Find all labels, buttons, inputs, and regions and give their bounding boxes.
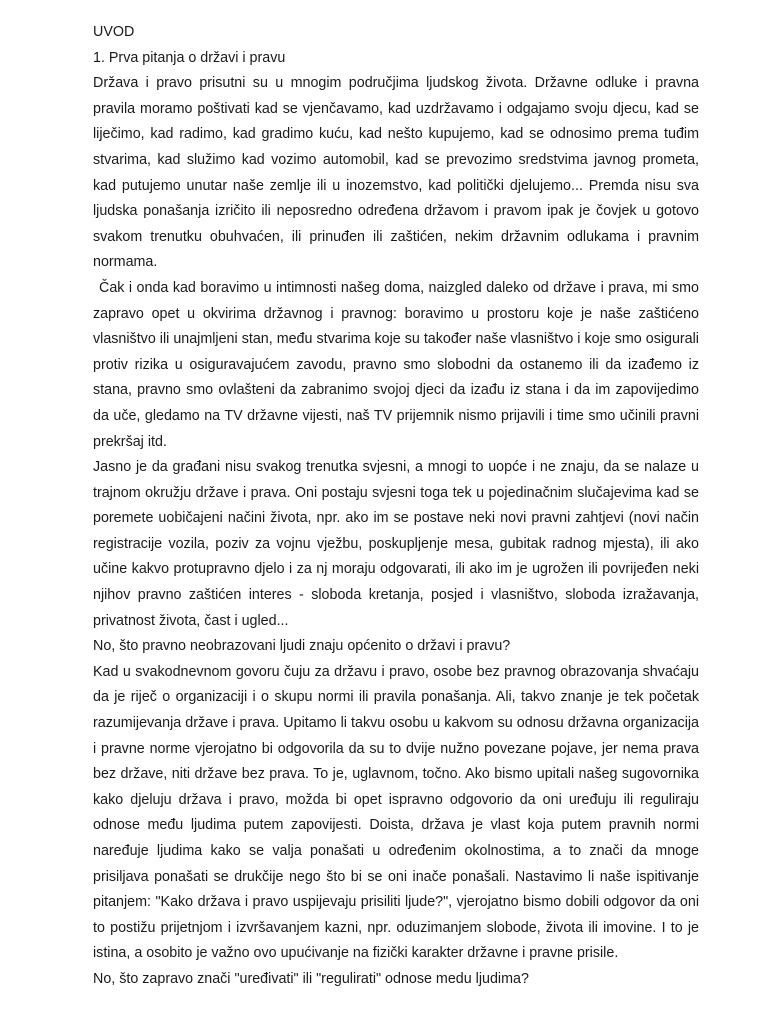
paragraph-1: Država i pravo prisutni su u mnogim područjima ljudskog života. Državne odluke i pravna pravila moramo poštivati kad se vjenčavamo, kad uzdržavamo i odgajamo svoju djecu, kad se liječimo, kad radimo, kad gradimo kuću, kad nešto kupujemo, kad se odnosimo prema tuđim stvarima, kad služimo kad vozimo automobil, kad se prevozimo sredstvima javnog prometa, kad putujemo unutar naše zemlje ili u inozemstvo, kad politički djelujemo... Premda nisu sva ljudska ponašanja izričito ili neposredno određena državom i pravom ipak je čovjek u gotovo svakom trenutku obuhvaćen, ili prinuđen ili zaštićen, nekim državnim odlukama i pravnim normama. <box>93 75 699 271</box>
question-line-1: No, što pravno neobrazovani ljudi znaju općenito o državi i pravu? <box>93 638 511 655</box>
question-line-2: No, što zapravo znači "uređivati" ili "regulirati" odnose medu ljudima? <box>93 970 529 987</box>
paragraph-2: Čak i onda kad boravimo u intimnosti našeg doma, naizgled daleko od države i prava, mi smo zapravo opet u okvirima državnog i pravnog: boravimo u prostoru koje je naše zaštićeno vlasništvo ili unajmljeni stan, među stvarima koje su također naše vlasništvo i koje smo osigurali protiv rizika u osiguravajućem zavodu, pravno smo slobodni da ostanemo ili da izađemo iz stana, pravno smo ovlašteni da zabranimo svojoj djeci da izađu iz stana i da im zapovijedimo da uče, gledamo na TV državne vijesti, naš TV prijemnik nismo prijavili i time smo učinili pravni prekršaj itd. <box>93 279 699 450</box>
document-title: UVOD <box>93 24 135 40</box>
section-heading: 1. Prva pitanja o državi i pravu <box>93 49 286 66</box>
document-page <box>93 20 699 993</box>
paragraph-4: Kad u svakodnevnom govoru čuju za državu i pravo, osobe bez pravnog obrazovanja shvaćaju da je riječ o organizaciji i o skupu normi ili pravila ponašanja. Ali, takvo znanje je tek početak razumijevanja države i prava. Upitamo li takvu osobu u kakvom su odnosu državna organizacija i pravne norme vjerojatno bi odgovorila da su to dvije nužno povezane pojave, jer nema prava bez države, niti države bez prava. To je, uglavnom, točno. Ako bismo upitali našeg sugovornika kako djeluju država i pravo, možda bi opet ispravno odgovorio da oni uređuju ili reguliraju odnose među ljudima putem zapovijesti. Doista, država je vlast koja putem pravnih normi naređuje ljudima kako se valja ponašati u određenim okolnostima, a to znači da mnoge prisiljava ponašati se drukčije nego što bi se oni inače ponašali. Nastavimo li naše ispitivanje pitanjem: "Kako država i pravo uspijevaju prisiliti ljude?", vjerojatno bismo dobili odgovor da oni to postižu prijetnjom i izvršavanjem kazni, npr. oduzimanjem slobode, života ili imovine. I to je istina, a osobito je važno ovo upućivanje na fizički karakter državne i pravne prisile. <box>93 663 699 962</box>
paragraph-3: Jasno je da građani nisu svakog trenutka svjesni, a mnogi to uopće i ne znaju, da se nalaze u trajnom okružju države i prava. Oni postaju svjesni toga tek u pojedinačnim slučajevima kad se poremete uobičajeni načini života, npr. ako im se postave neki novi pravni zahtjevi (novi način registracije vozila, poziv za vojnu vježbu, poskupljenje mesa, gubitak radnog mjesta), ili ako učine kakvo protupravno djelo i za nj moraju odgovarati, ili ako im je ugrožen ili povrijeđen neki njihov pravno zaštićen interes - sloboda kretanja, posjed i vlasništvo, sloboda izražavanja, privatnost života, čast i ugled... <box>93 459 699 629</box>
